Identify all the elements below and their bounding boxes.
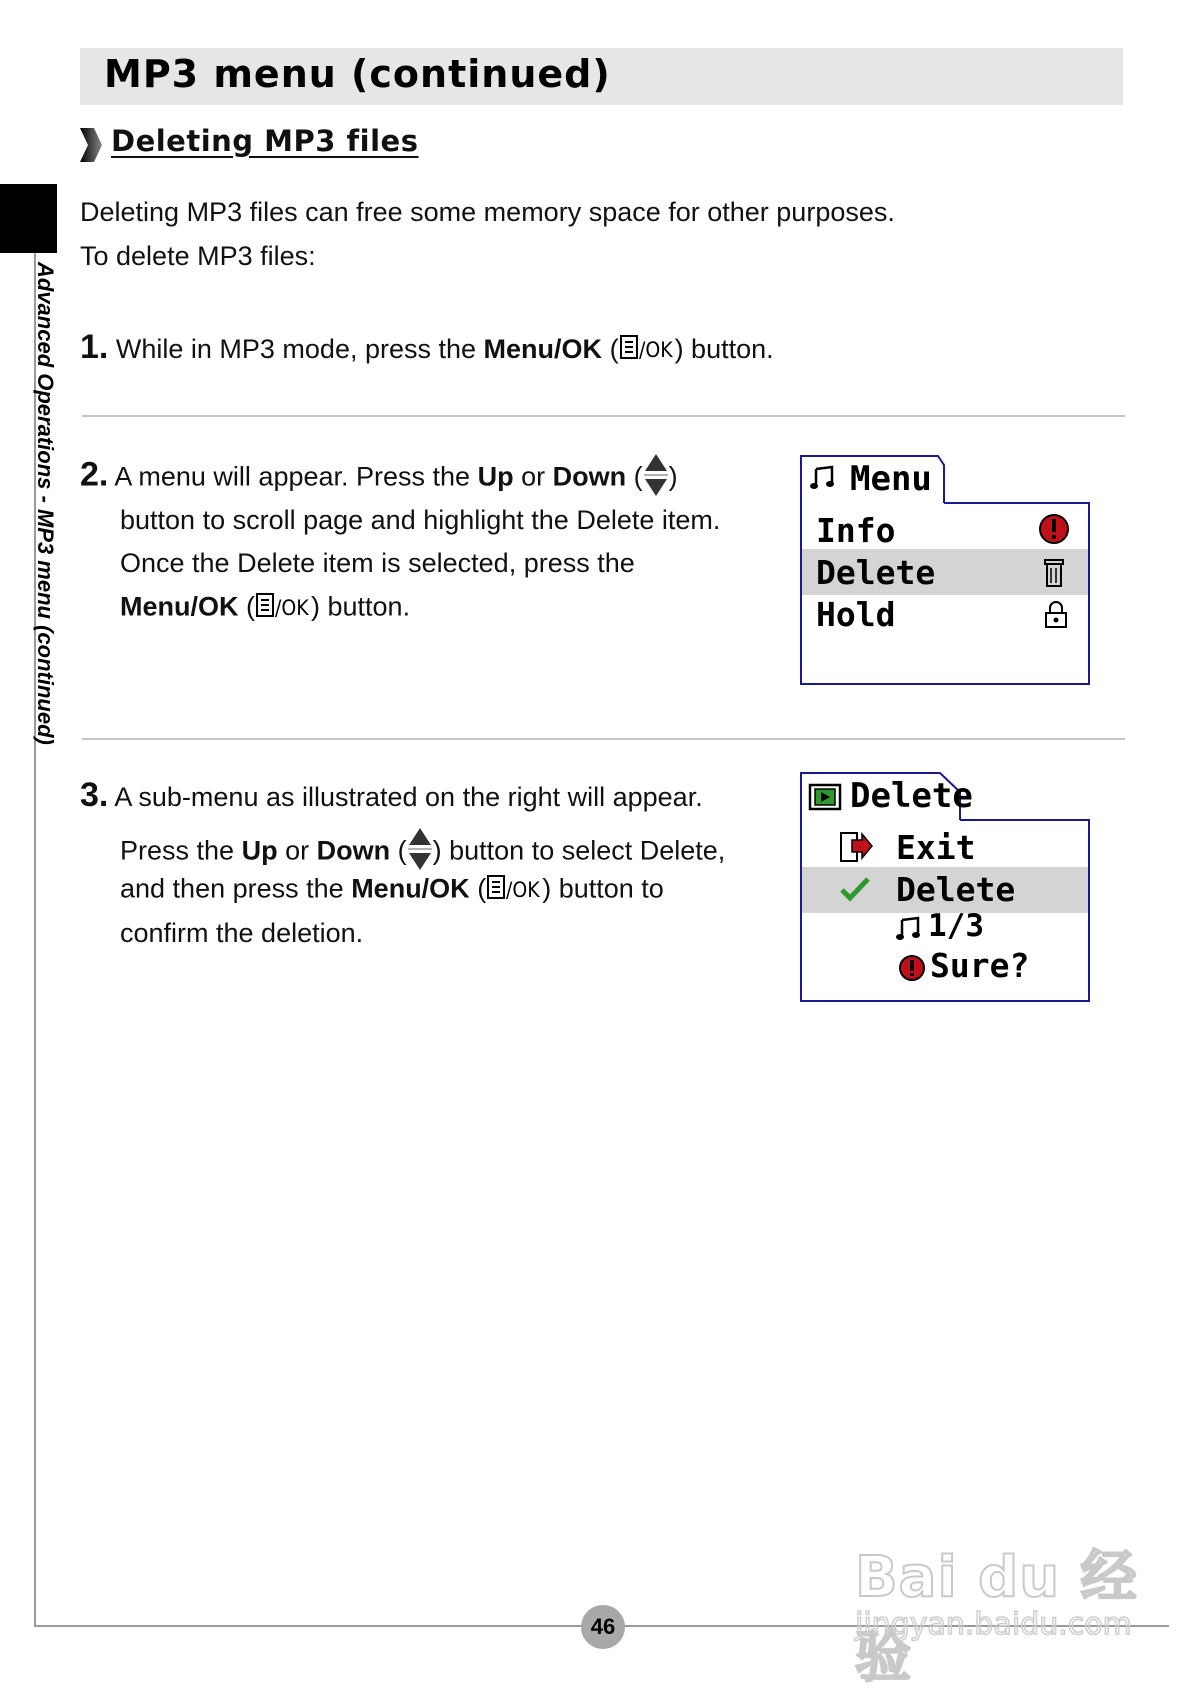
- step-2: [80, 452, 678, 505]
- step-text: A menu will appear. Press the: [114, 461, 471, 492]
- step-text: ) button to select Delete,: [432, 835, 726, 866]
- alert-icon: [898, 954, 926, 982]
- exit-icon: [838, 830, 874, 864]
- step-2-line-3: Once the Delete item is selected, press the: [120, 548, 635, 578]
- music-note-icon: [896, 916, 926, 946]
- section-marker-icon: [80, 128, 102, 162]
- check-icon: [840, 875, 870, 903]
- step-3-line-3: [120, 872, 664, 909]
- step-2-line-4: [120, 590, 410, 627]
- step-number: 3.: [80, 776, 109, 814]
- paren: (: [609, 334, 619, 364]
- step-number: 2.: [80, 455, 109, 494]
- lcd-menu-item-hold: Hold: [816, 595, 896, 634]
- down-label: Down: [316, 835, 391, 866]
- step-2-line-2: button to scroll page and highlight the Delete item.: [120, 505, 721, 535]
- step-text: and then press the: [120, 873, 344, 904]
- paren: (: [477, 873, 487, 904]
- menu-ok-label: Menu/OK: [351, 873, 470, 904]
- lcd-menu-screen: [800, 455, 1090, 685]
- lcd-exit-option: Exit: [896, 828, 976, 867]
- step-text: While in MP3 mode, press the: [115, 334, 477, 364]
- step-1: [80, 328, 774, 369]
- lcd-menu-title: Menu: [850, 459, 932, 499]
- lcd-menu-item-info: Info: [816, 511, 896, 550]
- step-text: ) button to: [542, 873, 664, 904]
- or-text: or: [285, 835, 310, 866]
- ok-icon-text: /OK: [638, 338, 673, 363]
- play-file-icon: [808, 782, 842, 812]
- info-alert-icon: [1038, 513, 1070, 545]
- lcd-delete-title: Delete: [850, 776, 973, 816]
- music-note-icon: [810, 465, 840, 495]
- intro-line-2: To delete MP3 files:: [80, 241, 316, 271]
- paren: (: [397, 835, 407, 866]
- menu-ok-label: Menu/OK: [120, 591, 239, 622]
- up-label: Up: [241, 835, 278, 866]
- step-3-line-4: confirm the deletion.: [120, 918, 364, 948]
- menu-ok-label: Menu/OK: [483, 334, 603, 364]
- page-header: [80, 48, 1123, 105]
- side-tab-block: [0, 184, 57, 253]
- step-number: 1.: [80, 328, 109, 366]
- paren: ): [668, 461, 678, 492]
- trash-can-icon: [1042, 557, 1068, 589]
- ok-icon-text: /OK: [275, 596, 309, 620]
- section-title: Deleting MP3 files: [111, 124, 419, 158]
- page-title: MP3 menu (continued): [104, 52, 611, 96]
- side-tab-label: Advanced Operations - MP3 menu (continued): [33, 262, 58, 745]
- watermark-brand: Bai du 经验: [855, 1545, 1138, 1690]
- menu-ok-icon: [255, 590, 311, 627]
- intro-line-1: Deleting MP3 files can free some memory space for other purposes.: [80, 197, 895, 227]
- up-down-icon: [643, 452, 669, 505]
- ok-icon-text: /OK: [506, 878, 540, 902]
- lcd-file-count: 1/3: [928, 908, 984, 944]
- divider: [82, 415, 1125, 417]
- paren: (: [633, 461, 643, 492]
- step-text-end: ) button.: [674, 334, 774, 364]
- page-number: 46: [581, 1605, 625, 1649]
- lcd-delete-screen: [800, 772, 1090, 1002]
- step-3: [80, 776, 703, 815]
- lcd-menu-item-delete: Delete: [816, 553, 936, 592]
- watermark-url: jingyan.baidu.com: [855, 1607, 1132, 1642]
- or-text: or: [521, 461, 546, 492]
- step-text: Press the: [120, 835, 235, 866]
- divider: [82, 738, 1125, 740]
- lock-icon: [1043, 601, 1069, 629]
- menu-ok-icon: [486, 872, 542, 909]
- step-text: A sub-menu as illustrated on the right will appear.: [114, 782, 703, 812]
- up-label: Up: [477, 461, 514, 492]
- paren: (: [246, 591, 256, 622]
- lcd-confirm-prompt: Sure?: [930, 946, 1030, 985]
- menu-ok-icon: [619, 332, 675, 369]
- step-text-end: ) button.: [311, 591, 411, 622]
- lcd-delete-option: Delete: [896, 870, 1016, 909]
- down-label: Down: [552, 461, 627, 492]
